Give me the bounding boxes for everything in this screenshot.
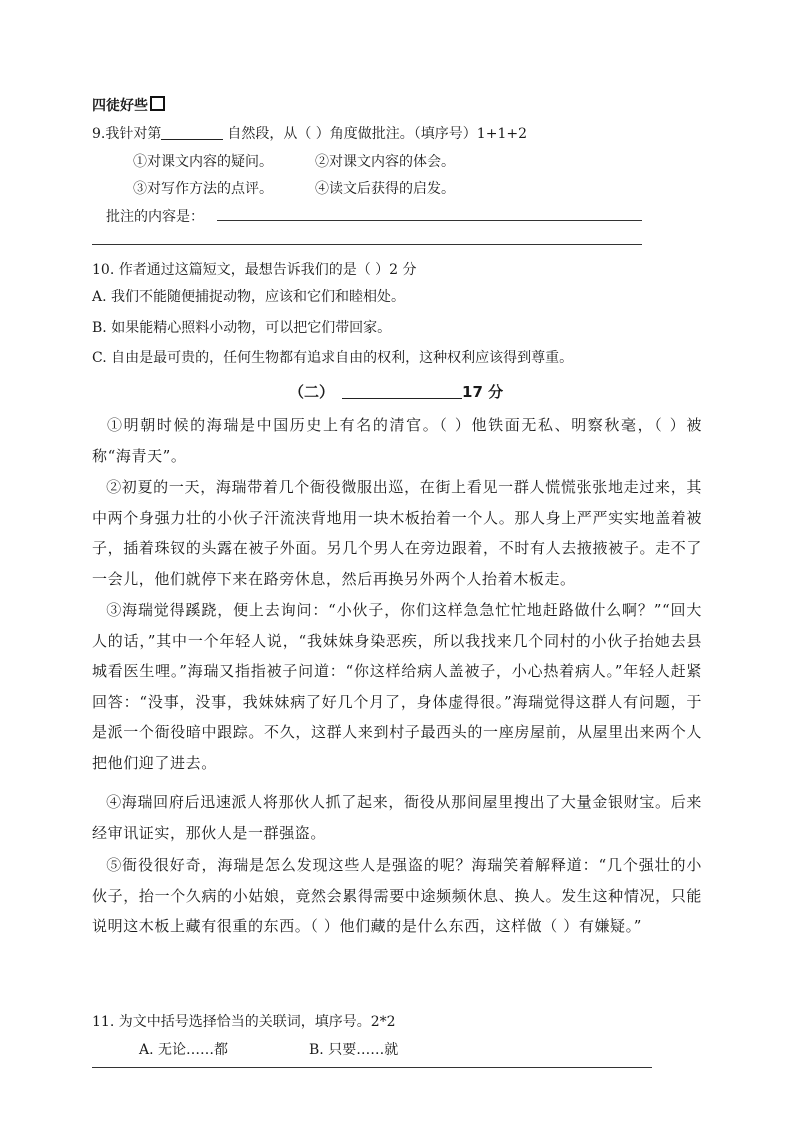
passage-paragraph-3-text: ③海瑞觉得蹊跷，便上去询问：“小伙子，你们这样急急忙忙地赶路做什么啊？”“回大人的话，”其中一个年轻人说，“我妹妹身染恶疾，所以我找来几个同村的小伙子抬她去县城看医生哩。”海瑞又指指被子问道：“你这样给病人盖被子，小心热着病人。”年轻人赶紧回答：“没事，没事，我妹妹病了好几个月了，身体虚得很。”海瑞觉得这群人有问题，于是派一个衙役暗中跟踪。不久，这群人来到村子最西头的一座房屋前，从屋里出来两个人把他们迎了进去。 bbox=[92, 601, 702, 772]
passage-paragraph-2-text: ②初夏的一天，海瑞带着几个衙役微服出巡，在街上看见一群人慌慌张张地走过来，其中两个身强力壮的小伙子汗流浃背地用一块木板抬着一个人。那人身上严严实实地盖着被子，插着珠钗的头露在被子外面。另几个男人在旁边跟着，不时有人去掖掖被子。走不了一会儿，他们就停下来在路旁休息，然后再换另外两个人抬着木板走。 bbox=[92, 478, 702, 588]
q9-part-b: 自然段，从（ ）角度做批注。（填序号）1+1+2 bbox=[227, 126, 527, 142]
passage-paragraph-1 bbox=[92, 410, 702, 471]
passage-paragraph-5 bbox=[92, 850, 702, 942]
q9-option-3: ③对写作方法的点评。 bbox=[133, 181, 273, 197]
q9-option-1: ①对课文内容的疑问。 bbox=[133, 154, 273, 170]
q10-option-b: B. 如果能精心照料小动物，可以把它们带回家。 bbox=[92, 320, 392, 336]
passage-paragraph-5-text: ⑤衙役很好奇，海瑞是怎么发现这些人是强盗的呢？海瑞笑着解释道：“几个强壮的小伙子，抬一个久病的小姑娘，竟然会累得需要中途频频休息、换人。发生这种情况，只能说明这木板上藏有很重的东西。（ ）他们藏的是什么东西，这样做（ ）有嫌疑。” bbox=[92, 856, 702, 935]
passage-paragraph-3 bbox=[92, 595, 702, 778]
q9-annotation-label: 批注的内容是： bbox=[106, 209, 204, 225]
q10-option-c: C. 自由是最可贵的，任何生物都有追求自由的权利，这种权利应该得到尊重。 bbox=[92, 350, 574, 366]
q10-stem: 10. 作者通过这篇短文，最想告诉我们的是（ ）2 分 bbox=[92, 262, 417, 278]
q11-answer-line bbox=[92, 1067, 652, 1068]
passage-paragraph-1-text: ①明朝时候的海瑞是中国历史上有名的清官。（ ）他铁面无私、明察秋毫，（ ）被称“海青天”。 bbox=[92, 416, 702, 465]
section-header-text: 四徒好些 bbox=[92, 98, 148, 114]
section-2-label: （二） bbox=[289, 383, 335, 401]
q9-number: 9. bbox=[92, 126, 106, 142]
q9-part-a: 我针对第 bbox=[105, 126, 162, 142]
checkbox-square-icon bbox=[150, 96, 165, 111]
q10-option-a: A. 我们不能随便捕捉动物，应该和它们和睦相处。 bbox=[92, 289, 406, 305]
section-2-heading bbox=[289, 381, 503, 402]
passage-paragraph-2 bbox=[92, 472, 702, 594]
q9-stem bbox=[92, 123, 527, 143]
q11-stem: 11. 为文中括号选择恰当的关联词，填序号。2*2 bbox=[92, 1014, 396, 1030]
q9-paragraph-blank bbox=[161, 125, 223, 140]
annotation-answer-line-1 bbox=[217, 220, 642, 221]
section-header bbox=[92, 95, 165, 115]
section-2-score: 17 分 bbox=[462, 383, 504, 401]
q9-option-2: ②对课文内容的体会。 bbox=[315, 154, 455, 170]
passage-paragraph-4-text: ④海瑞回府后迅速派人将那伙人抓了起来，衙役从那间屋里搜出了大量金银财宝。后来经审讯证实，那伙人是一群强盗。 bbox=[92, 793, 702, 842]
section-2-title-blank bbox=[342, 384, 462, 399]
q9-option-4: ④读文后获得的启发。 bbox=[315, 181, 455, 197]
passage-paragraph-4 bbox=[92, 787, 702, 848]
q11-option-b: B. 只要……就 bbox=[309, 1042, 399, 1058]
annotation-answer-line-2 bbox=[92, 244, 642, 245]
q11-option-a: A. 无论……都 bbox=[139, 1042, 229, 1058]
